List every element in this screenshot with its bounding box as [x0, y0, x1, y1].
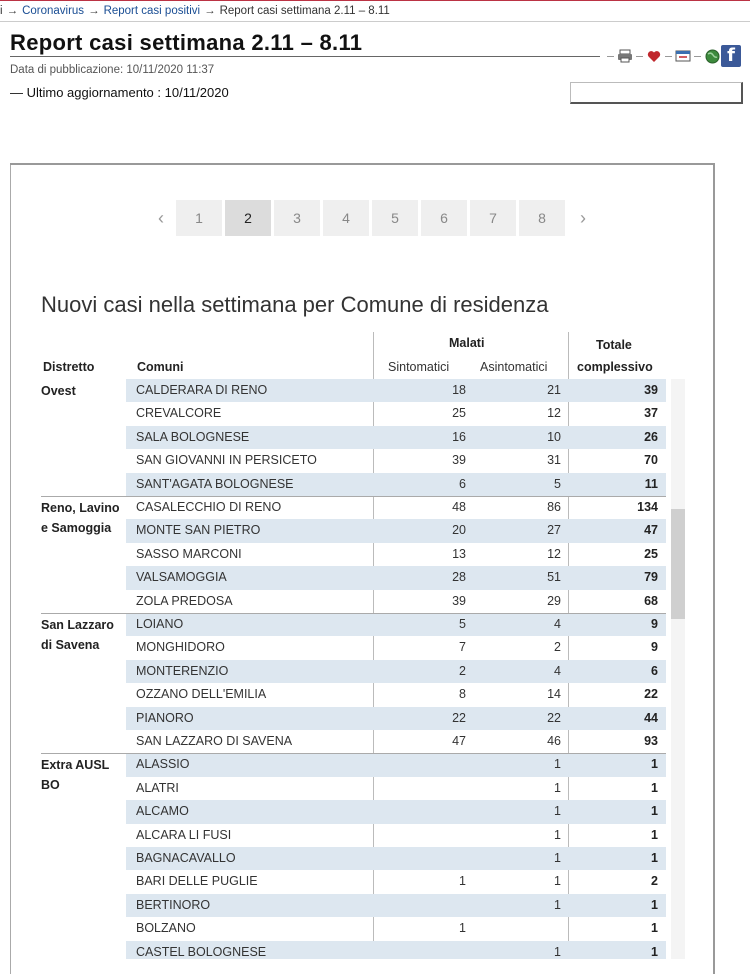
cell-totale: 1: [651, 827, 658, 842]
district-label-line: BO: [41, 778, 60, 793]
cell-asintomatici: 46: [547, 734, 561, 748]
cell-totale: 11: [644, 476, 658, 491]
cell-totale: 39: [644, 383, 658, 397]
district-label: [41, 755, 109, 795]
breadcrumb-prefix: i: [0, 5, 3, 17]
cell-comune: ZOLA PREDOSA: [136, 593, 233, 608]
cell-sintomatici: 5: [459, 617, 466, 631]
cell-comune: SASSO MARCONI: [136, 546, 242, 561]
cell-asintomatici: 1: [554, 851, 561, 865]
cell-totale: 37: [644, 406, 658, 421]
header-totale: Totale: [596, 338, 632, 352]
cell-sintomatici: 16: [452, 429, 466, 444]
cell-asintomatici: 31: [547, 453, 561, 468]
cell-totale: 1: [651, 851, 658, 865]
cell-totale: 68: [644, 593, 658, 608]
pager-page-1[interactable]: 1: [176, 200, 222, 236]
cell-asintomatici: 10: [547, 429, 561, 444]
breadcrumb: [0, 0, 750, 22]
breadcrumb-link-coronavirus[interactable]: Coronavirus: [22, 5, 85, 17]
table-row: [126, 519, 666, 542]
toolbar-separator: [665, 56, 672, 57]
pagination: [146, 200, 598, 236]
table-row: [126, 496, 666, 519]
pager-page-7[interactable]: 7: [470, 200, 516, 236]
table-row: [126, 894, 666, 917]
cell-totale: 25: [644, 546, 658, 561]
table-row: [126, 636, 666, 659]
cell-totale: 1: [651, 757, 658, 772]
cell-totale: 47: [644, 523, 658, 538]
district-label: [41, 381, 76, 401]
table-row: [126, 707, 666, 730]
cell-asintomatici: 12: [547, 546, 561, 561]
cell-comune: SANT'AGATA BOLOGNESE: [136, 476, 294, 491]
cell-sintomatici: 22: [452, 710, 466, 725]
breadcrumb-arrow-icon: →: [204, 5, 216, 17]
cell-asintomatici: 4: [554, 663, 561, 678]
cell-asintomatici: 21: [547, 383, 561, 397]
pager-page-6[interactable]: 6: [421, 200, 467, 236]
cell-comune: BAGNACAVALLO: [136, 851, 236, 865]
toolbar-separator: [636, 56, 643, 57]
cell-asintomatici: 14: [547, 687, 561, 702]
table-row: [126, 660, 666, 683]
cell-comune: OZZANO DELL'EMILIA: [136, 687, 267, 702]
table-title: Nuovi casi nella settimana per Comune di residenza: [41, 292, 549, 317]
cell-comune: CASALECCHIO DI RENO: [136, 500, 282, 514]
cell-sintomatici: 7: [459, 640, 466, 655]
cell-sintomatici: 39: [452, 593, 466, 608]
publication-date: Data di pubblicazione: 10/11/2020 11:37: [10, 64, 215, 76]
cell-comune: SAN GIOVANNI IN PERSICETO: [136, 453, 317, 468]
header-comuni: Comuni: [137, 360, 184, 374]
cell-comune: BERTINORO: [136, 897, 211, 912]
table-row: [126, 824, 666, 847]
breadcrumb-arrow-icon: →: [6, 5, 19, 17]
print-icon[interactable]: [616, 47, 634, 65]
cell-totale: 93: [644, 734, 658, 748]
cell-asintomatici: 1: [554, 757, 561, 772]
cell-sintomatici: 13: [452, 546, 466, 561]
header-distretto: Distretto: [43, 360, 95, 374]
pager-next-button[interactable]: ›: [580, 208, 586, 228]
cell-asintomatici: 1: [554, 874, 561, 889]
scrollbar-thumb[interactable]: [671, 509, 685, 619]
cell-asintomatici: 29: [547, 593, 561, 608]
cell-totale: 2: [651, 874, 658, 889]
window-icon[interactable]: [674, 47, 692, 65]
cell-sintomatici: 39: [452, 453, 466, 468]
search-input[interactable]: [570, 82, 743, 104]
pager-page-3[interactable]: 3: [274, 200, 320, 236]
header-asintomatici: Asintomatici: [480, 360, 548, 374]
table-row: [126, 426, 666, 449]
district-label-line: San Lazzaro: [41, 618, 114, 632]
cell-totale: 9: [651, 617, 658, 631]
cell-sintomatici: 28: [452, 570, 466, 585]
table-body: [126, 379, 666, 959]
district-separator: [41, 613, 666, 614]
cell-totale: 1: [651, 897, 658, 912]
cell-asintomatici: 86: [547, 500, 561, 514]
table-row: [126, 543, 666, 566]
cell-sintomatici: 1: [459, 874, 466, 889]
cell-asintomatici: 27: [547, 523, 561, 538]
cell-sintomatici: 25: [452, 406, 466, 421]
cell-comune: MONTERENZIO: [136, 663, 229, 678]
cell-asintomatici: 4: [554, 617, 561, 631]
cell-comune: MONGHIDORO: [136, 640, 225, 655]
cell-sintomatici: 1: [459, 921, 466, 936]
toolbar-separator: [694, 56, 701, 57]
cell-comune: VALSAMOGGIA: [136, 570, 227, 585]
district-separator: [41, 496, 666, 497]
table-row: [126, 870, 666, 893]
last-update: — Ultimo aggiornamento : 10/11/2020: [10, 85, 229, 100]
table-row: [126, 730, 666, 753]
cell-sintomatici: 18: [452, 383, 466, 397]
cell-asintomatici: 1: [554, 780, 561, 795]
district-label-line: e Samoggia: [41, 521, 112, 535]
table-row: [126, 449, 666, 472]
cell-totale: 134: [637, 500, 658, 514]
cell-comune: CALDERARA DI RENO: [136, 383, 268, 397]
cell-sintomatici: 47: [452, 734, 466, 748]
cell-comune: CREVALCORE: [136, 406, 222, 421]
cell-totale: 1: [651, 921, 658, 936]
cell-totale: 22: [644, 687, 658, 702]
header-complessivo: complessivo: [577, 360, 653, 374]
district-label: [41, 498, 119, 538]
cell-comune: SAN LAZZARO DI SAVENA: [136, 734, 293, 748]
table-row: [126, 566, 666, 589]
table-row: [126, 753, 666, 776]
cell-asintomatici: 1: [554, 827, 561, 842]
cell-asintomatici: 1: [554, 804, 561, 819]
cell-totale: 1: [651, 804, 658, 819]
pager-page-5[interactable]: 5: [372, 200, 418, 236]
cell-comune: MONTE SAN PIETRO: [136, 523, 261, 538]
report-panel: [10, 163, 715, 974]
cell-comune: SALA BOLOGNESE: [136, 429, 250, 444]
globe-icon[interactable]: [703, 47, 721, 65]
table-row: [126, 402, 666, 425]
cell-totale: 1: [651, 944, 658, 959]
cell-comune: ALASSIO: [136, 757, 190, 772]
table-row: [126, 473, 666, 496]
share-toolbar: [605, 44, 741, 68]
header-malati: Malati: [449, 336, 485, 350]
table-row: [126, 777, 666, 800]
breadcrumb-link-report-casi-positivi[interactable]: Report casi positivi: [103, 5, 201, 17]
cell-totale: 9: [651, 640, 658, 655]
cell-totale: 70: [644, 453, 658, 468]
table-row: [126, 683, 666, 706]
cell-asintomatici: 51: [547, 570, 561, 585]
cell-totale: 6: [651, 663, 658, 678]
scrollbar-track[interactable]: [671, 379, 685, 959]
table-row: [126, 379, 666, 402]
cell-comune: BOLZANO: [136, 921, 196, 936]
toolbar-separator: [607, 56, 614, 57]
cell-asintomatici: 5: [554, 476, 561, 491]
header-sintomatici: Sintomatici: [388, 360, 450, 374]
cell-comune: BARI DELLE PUGLIE: [136, 874, 258, 889]
page-title: Report casi settimana 2.11 – 8.11: [10, 30, 363, 55]
facebook-icon[interactable]: f: [721, 45, 741, 67]
table-row: [126, 847, 666, 870]
cell-totale: 1: [651, 780, 658, 795]
pager-page-2[interactable]: 2: [225, 200, 271, 236]
cell-comune: ALATRI: [136, 780, 179, 795]
cell-asintomatici: 22: [547, 710, 561, 725]
cell-comune: ALCAMO: [136, 804, 189, 819]
cell-comune: CASTEL BOLOGNESE: [136, 944, 267, 959]
table-row: [126, 800, 666, 823]
table-row: [126, 613, 666, 636]
district-label-line: Ovest: [41, 384, 76, 398]
cell-sintomatici: 6: [459, 476, 466, 491]
pager-prev-button[interactable]: ‹: [158, 208, 164, 228]
cell-sintomatici: 48: [452, 500, 466, 514]
cell-sintomatici: 8: [459, 687, 466, 702]
cell-asintomatici: 1: [554, 897, 561, 912]
cell-asintomatici: 12: [547, 406, 561, 421]
table-row: [126, 590, 666, 613]
cell-totale: 44: [644, 710, 658, 725]
cell-comune: ALCARA LI FUSI: [136, 827, 232, 842]
cell-asintomatici: 1: [554, 944, 561, 959]
breadcrumb-arrow-icon: →: [88, 5, 100, 17]
district-label-line: di Savena: [41, 638, 100, 652]
district-separator: [41, 753, 666, 754]
cell-totale: 79: [644, 570, 658, 585]
district-label: [41, 615, 114, 655]
breadcrumb-current: Report casi settimana 2.11 – 8.11: [219, 5, 390, 17]
district-label-line: Reno, Lavino: [41, 501, 120, 515]
cell-comune: LOIANO: [136, 617, 184, 631]
cell-totale: 26: [644, 429, 658, 444]
heart-icon[interactable]: [645, 47, 663, 65]
pager-page-4[interactable]: 4: [323, 200, 369, 236]
cell-comune: PIANORO: [136, 710, 194, 725]
district-label-line: Extra AUSL: [41, 758, 110, 773]
title-divider: [10, 56, 600, 57]
cell-asintomatici: 2: [554, 640, 561, 655]
cell-sintomatici: 20: [452, 523, 466, 538]
table-row: [126, 917, 666, 940]
table-row: [126, 941, 666, 959]
cell-sintomatici: 2: [459, 663, 466, 678]
pager-page-8[interactable]: 8: [519, 200, 565, 236]
